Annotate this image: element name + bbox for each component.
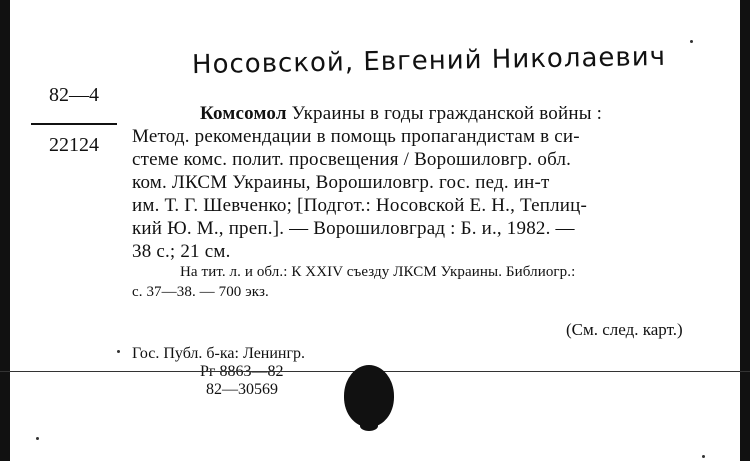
record-title-bold: Комсомол xyxy=(200,103,287,124)
record-line-3: стеме комс. полит. просвещения / Ворошиловгр. обл. xyxy=(132,149,572,170)
record-line-7: 38 с.; 21 см. xyxy=(132,241,231,262)
record-line-1 xyxy=(132,102,712,125)
holding-library: Гос. Публ. б-ка: Ленингр. xyxy=(132,345,306,362)
scan-speck xyxy=(36,437,39,440)
scan-speck xyxy=(702,455,705,458)
scan-speck xyxy=(117,350,120,353)
shelfmark-bottom: 22124 xyxy=(49,134,99,156)
shelfmark-top: 82—4 xyxy=(49,84,99,106)
see-next-card: (См. след. карт.) xyxy=(566,320,683,339)
record-line-2: Метод. рекомендации в помощь пропагандистам в си- xyxy=(132,126,580,147)
handwritten-author-name: Носовской, Евгений Николаевич xyxy=(191,41,667,81)
punch-hole xyxy=(344,365,394,427)
holding-number-1: Рг 8863—82 xyxy=(200,363,284,380)
holding-number-2: 82—30569 xyxy=(206,381,278,398)
record-note xyxy=(132,262,716,302)
bibliographic-record xyxy=(132,102,712,263)
holding-info xyxy=(132,345,305,399)
record-line-1-rest: Украины в годы гражданской войны : xyxy=(286,103,603,124)
record-line-6: кий Ю. М., преп.]. — Ворошиловград : Б. и., 1982. — xyxy=(132,218,575,239)
scan-speck xyxy=(690,40,693,43)
note-line-2: с. 37—38. — 700 экз. xyxy=(132,284,269,300)
shelfmark-divider xyxy=(31,123,117,125)
note-line-1: На тит. л. и обл.: К XXIV съезду ЛКСМ Украины. Библиогр.: xyxy=(180,264,576,280)
scan-edge-right xyxy=(740,0,750,461)
record-line-4: ком. ЛКСМ Украины, Ворошиловгр. гос. пед. ин-т xyxy=(132,172,550,193)
scan-edge-left xyxy=(0,0,10,461)
shelfmark xyxy=(24,85,124,155)
record-line-5: им. Т. Г. Шевченко; [Подгот.: Носовской Е. Н., Теплиц- xyxy=(132,195,588,216)
